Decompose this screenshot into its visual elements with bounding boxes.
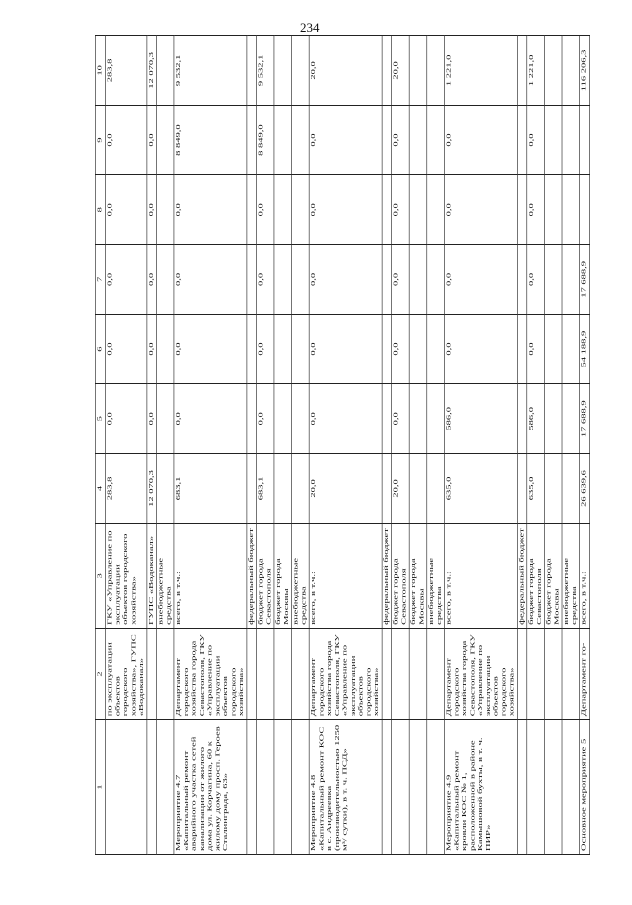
funding-source-cell: бюджет города Москвы xyxy=(544,523,562,628)
amount-cell: 0,0 xyxy=(105,245,146,315)
amount-cell: 0,0 xyxy=(174,245,247,315)
amount-cell xyxy=(562,245,580,315)
funding-source-cell: внебюджетные средства xyxy=(427,523,445,628)
amount-cell xyxy=(247,175,257,245)
amount-cell: 8 849,0 xyxy=(174,105,247,175)
table-row xyxy=(292,36,310,855)
activity-name-cell xyxy=(527,720,545,855)
funding-source-cell: внебюджетные средства xyxy=(562,523,580,628)
amount-cell: 0,0 xyxy=(105,384,146,454)
amount-cell: 20,0 xyxy=(392,36,410,106)
activity-name-cell xyxy=(147,720,157,855)
amount-cell: 1 221,0 xyxy=(527,36,545,106)
amount-cell xyxy=(517,105,527,175)
column-number-header: 4 xyxy=(95,454,105,524)
amount-cell: 17 688,9 xyxy=(580,384,590,454)
executor-cell xyxy=(292,628,310,719)
executor-cell xyxy=(156,628,174,719)
rotated-table-container xyxy=(95,35,588,855)
amount-cell xyxy=(292,314,310,384)
executor-cell xyxy=(517,628,527,719)
table-row xyxy=(444,36,517,855)
activity-name-cell xyxy=(562,720,580,855)
amount-cell xyxy=(274,105,292,175)
amount-cell: 9 532,1 xyxy=(174,36,247,106)
table-row xyxy=(105,36,146,855)
amount-cell: 0,0 xyxy=(147,245,157,315)
amount-cell xyxy=(580,105,590,175)
amount-cell: 0,0 xyxy=(174,314,247,384)
amount-cell xyxy=(247,105,257,175)
table-row xyxy=(156,36,174,855)
amount-cell xyxy=(292,454,310,524)
amount-cell xyxy=(382,105,392,175)
funding-source-cell: федеральный бюджет xyxy=(247,523,257,628)
amount-cell: 0,0 xyxy=(527,105,545,175)
amount-cell xyxy=(292,245,310,315)
amount-cell: 0,0 xyxy=(527,314,545,384)
amount-cell xyxy=(409,384,427,454)
amount-cell xyxy=(247,314,257,384)
amount-cell xyxy=(427,175,445,245)
amount-cell: 0,0 xyxy=(105,314,146,384)
amount-cell: 0,0 xyxy=(309,384,382,454)
activity-name-cell: Мероприятие 4.8 «Капитальный ремонт КОС в с. Андреевка (производительностью 1250 м³/ сутки), в т. ч. ПСД» xyxy=(309,720,382,855)
amount-cell xyxy=(382,454,392,524)
executor-cell: Департамент городского хозяйства города Севастополя, ГКУ «Управление по эксплуатации объектов городского хозяйства» xyxy=(309,628,382,719)
activity-name-cell xyxy=(274,720,292,855)
amount-cell xyxy=(427,384,445,454)
table-row xyxy=(309,36,382,855)
amount-cell: 0,0 xyxy=(392,105,410,175)
table-row xyxy=(256,36,274,855)
amount-cell xyxy=(274,36,292,106)
table-row xyxy=(147,36,157,855)
executor-cell xyxy=(247,628,257,719)
amount-cell: 0,0 xyxy=(174,175,247,245)
amount-cell xyxy=(562,36,580,106)
amount-cell xyxy=(382,384,392,454)
amount-cell: 586,0 xyxy=(527,384,545,454)
amount-cell: 26 639,6 xyxy=(580,454,590,524)
amount-cell xyxy=(247,454,257,524)
column-number-header: 9 xyxy=(95,105,105,175)
funding-source-cell: бюджет города Севастополя xyxy=(392,523,410,628)
column-number-header: 7 xyxy=(95,245,105,315)
amount-cell: 20,0 xyxy=(309,36,382,106)
amount-cell: 0,0 xyxy=(147,175,157,245)
amount-cell xyxy=(156,175,174,245)
amount-cell: 683,1 xyxy=(256,454,274,524)
amount-cell: 20,0 xyxy=(309,454,382,524)
amount-cell xyxy=(427,245,445,315)
funding-table xyxy=(95,35,590,855)
amount-cell xyxy=(517,384,527,454)
amount-cell: 0,0 xyxy=(309,245,382,315)
amount-cell: 1 221,0 xyxy=(444,36,517,106)
page-number: 234 xyxy=(300,20,320,35)
amount-cell xyxy=(562,314,580,384)
amount-cell xyxy=(409,454,427,524)
amount-cell xyxy=(292,105,310,175)
amount-cell xyxy=(544,314,562,384)
amount-cell xyxy=(427,314,445,384)
amount-cell xyxy=(382,314,392,384)
activity-name-cell xyxy=(427,720,445,855)
amount-cell xyxy=(274,245,292,315)
amount-cell xyxy=(517,454,527,524)
amount-cell: 0,0 xyxy=(527,175,545,245)
amount-cell: 0,0 xyxy=(174,384,247,454)
amount-cell xyxy=(274,314,292,384)
table-row xyxy=(427,36,445,855)
activity-name-cell: Мероприятие 4.7 «Капитальный ремонт аварийного участка сетей канализации от жилого дома ул. Корчагина, 60 к жилому дому просп. Героев Сталинграда, 63» xyxy=(174,720,247,855)
executor-cell xyxy=(147,628,157,719)
column-number-header: 1 xyxy=(95,720,105,855)
executor-cell xyxy=(427,628,445,719)
table-row xyxy=(382,36,392,855)
amount-cell xyxy=(409,105,427,175)
executor-cell xyxy=(256,628,274,719)
amount-cell xyxy=(156,105,174,175)
activity-name-cell xyxy=(247,720,257,855)
amount-cell: 0,0 xyxy=(444,105,517,175)
amount-cell xyxy=(156,245,174,315)
amount-cell: 0,0 xyxy=(392,245,410,315)
column-number-header: 6 xyxy=(95,314,105,384)
executor-cell: Департамент городского хозяйства города Севастополя, ГКУ «Управление по эксплуатации объектов городского хозяйства» xyxy=(174,628,247,719)
amount-cell: 0,0 xyxy=(392,175,410,245)
table-row xyxy=(274,36,292,855)
amount-cell: 54 188,9 xyxy=(580,314,590,384)
amount-cell xyxy=(247,245,257,315)
amount-cell xyxy=(544,454,562,524)
amount-cell xyxy=(409,36,427,106)
executor-cell xyxy=(274,628,292,719)
amount-cell xyxy=(382,175,392,245)
amount-cell xyxy=(562,454,580,524)
amount-cell xyxy=(544,105,562,175)
amount-cell: 0,0 xyxy=(147,314,157,384)
amount-cell xyxy=(544,36,562,106)
amount-cell: 12 070,3 xyxy=(147,36,157,106)
executor-cell: Департамент городского хозяйства города Севастополя, ГКУ «Управление по эксплуатации объектов городского хозяйства» xyxy=(444,628,517,719)
funding-source-cell: всего, в т.ч.: xyxy=(174,523,247,628)
amount-cell: 0,0 xyxy=(309,105,382,175)
amount-cell: 9 532,1 xyxy=(256,36,274,106)
activity-name-cell xyxy=(517,720,527,855)
amount-cell xyxy=(247,36,257,106)
table-row xyxy=(409,36,427,855)
amount-cell: 17 688,9 xyxy=(580,245,590,315)
header-row xyxy=(95,36,105,855)
column-number-header: 3 xyxy=(95,523,105,628)
amount-cell: 0,0 xyxy=(105,175,146,245)
column-number-header: 2 xyxy=(95,628,105,719)
amount-cell: 0,0 xyxy=(147,105,157,175)
executor-cell xyxy=(382,628,392,719)
amount-cell xyxy=(409,314,427,384)
column-number-header: 10 xyxy=(95,36,105,106)
amount-cell xyxy=(274,384,292,454)
amount-cell xyxy=(409,245,427,315)
amount-cell: 0,0 xyxy=(147,384,157,454)
amount-cell xyxy=(580,175,590,245)
table-row xyxy=(517,36,527,855)
table-row xyxy=(580,36,590,855)
activity-name-cell xyxy=(156,720,174,855)
executor-cell: по эксплуатации объектов городского хозяйства», ГУПС «Водоканал» xyxy=(105,628,146,719)
funding-source-cell: ГУПС «Водоканал» xyxy=(147,523,157,628)
executor-cell xyxy=(544,628,562,719)
amount-cell: 683,1 xyxy=(174,454,247,524)
amount-cell xyxy=(409,175,427,245)
amount-cell: 0,0 xyxy=(309,175,382,245)
funding-source-cell: бюджет города Москвы xyxy=(409,523,427,628)
activity-name-cell xyxy=(292,720,310,855)
activity-name-cell xyxy=(544,720,562,855)
funding-source-cell: бюджет города Москвы xyxy=(274,523,292,628)
activity-name-cell: Мероприятие 4.9 «Капитальный ремонт кровли КОС № 1, расположенной в районе Камышовой бухты, в т. ч. ПИР» xyxy=(444,720,517,855)
amount-cell xyxy=(292,384,310,454)
table-row xyxy=(247,36,257,855)
amount-cell xyxy=(274,175,292,245)
funding-source-cell: всего, в т.ч.: xyxy=(444,523,517,628)
amount-cell: 12 070,3 xyxy=(147,454,157,524)
funding-source-cell: всего, в т.ч.: xyxy=(580,523,590,628)
amount-cell xyxy=(427,454,445,524)
table-row xyxy=(562,36,580,855)
amount-cell: 0,0 xyxy=(256,175,274,245)
funding-source-cell: внебюджетные средства xyxy=(292,523,310,628)
funding-source-cell: всего, в т.ч.: xyxy=(309,523,382,628)
executor-cell xyxy=(392,628,410,719)
table-row xyxy=(392,36,410,855)
activity-name-cell xyxy=(409,720,427,855)
amount-cell xyxy=(427,36,445,106)
amount-cell: 0,0 xyxy=(256,245,274,315)
activity-name-cell xyxy=(105,720,146,855)
table-row xyxy=(174,36,247,855)
amount-cell xyxy=(562,384,580,454)
executor-cell: Департамент го- xyxy=(580,628,590,719)
amount-cell: 0,0 xyxy=(444,245,517,315)
amount-cell: 0,0 xyxy=(444,314,517,384)
amount-cell xyxy=(517,245,527,315)
column-number-header: 5 xyxy=(95,384,105,454)
amount-cell xyxy=(517,175,527,245)
table-row xyxy=(527,36,545,855)
amount-cell: 0,0 xyxy=(527,245,545,315)
activity-name-cell xyxy=(256,720,274,855)
amount-cell xyxy=(292,36,310,106)
amount-cell: 0,0 xyxy=(392,384,410,454)
activity-name-cell xyxy=(382,720,392,855)
amount-cell: 0,0 xyxy=(392,314,410,384)
amount-cell xyxy=(382,36,392,106)
funding-source-cell: внебюджетные средства xyxy=(156,523,174,628)
amount-cell xyxy=(156,314,174,384)
executor-cell xyxy=(409,628,427,719)
amount-cell xyxy=(544,384,562,454)
amount-cell xyxy=(156,384,174,454)
amount-cell: 8 849,0 xyxy=(256,105,274,175)
amount-cell xyxy=(544,245,562,315)
amount-cell xyxy=(517,36,527,106)
amount-cell: 20,0 xyxy=(392,454,410,524)
amount-cell xyxy=(544,175,562,245)
amount-cell xyxy=(382,245,392,315)
amount-cell: 0,0 xyxy=(256,314,274,384)
amount-cell xyxy=(156,36,174,106)
amount-cell: 0,0 xyxy=(105,105,146,175)
funding-source-cell: бюджет города Севастополя xyxy=(256,523,274,628)
funding-source-cell: федеральный бюджет xyxy=(382,523,392,628)
funding-source-cell: бюджет города Севастополя xyxy=(527,523,545,628)
activity-name-cell xyxy=(392,720,410,855)
amount-cell xyxy=(562,105,580,175)
column-number-header: 8 xyxy=(95,175,105,245)
amount-cell xyxy=(562,175,580,245)
amount-cell: 0,0 xyxy=(444,175,517,245)
funding-source-cell: ГКУ «Управление по эксплуатации объектов городского хозяйства» xyxy=(105,523,146,628)
amount-cell: 635,0 xyxy=(444,454,517,524)
funding-source-cell: федеральный бюджет xyxy=(517,523,527,628)
amount-cell xyxy=(247,384,257,454)
amount-cell: 116 206,3 xyxy=(580,36,590,106)
executor-cell xyxy=(562,628,580,719)
amount-cell: 635,0 xyxy=(527,454,545,524)
amount-cell: 0,0 xyxy=(309,314,382,384)
amount-cell: 283,8 xyxy=(105,36,146,106)
amount-cell xyxy=(156,454,174,524)
table-row xyxy=(544,36,562,855)
amount-cell: 586,0 xyxy=(444,384,517,454)
activity-name-cell: Основное мероприятие 5 xyxy=(580,720,590,855)
amount-cell xyxy=(292,175,310,245)
amount-cell xyxy=(274,454,292,524)
executor-cell xyxy=(527,628,545,719)
amount-cell: 0,0 xyxy=(256,384,274,454)
amount-cell: 283,8 xyxy=(105,454,146,524)
amount-cell xyxy=(517,314,527,384)
amount-cell xyxy=(427,105,445,175)
